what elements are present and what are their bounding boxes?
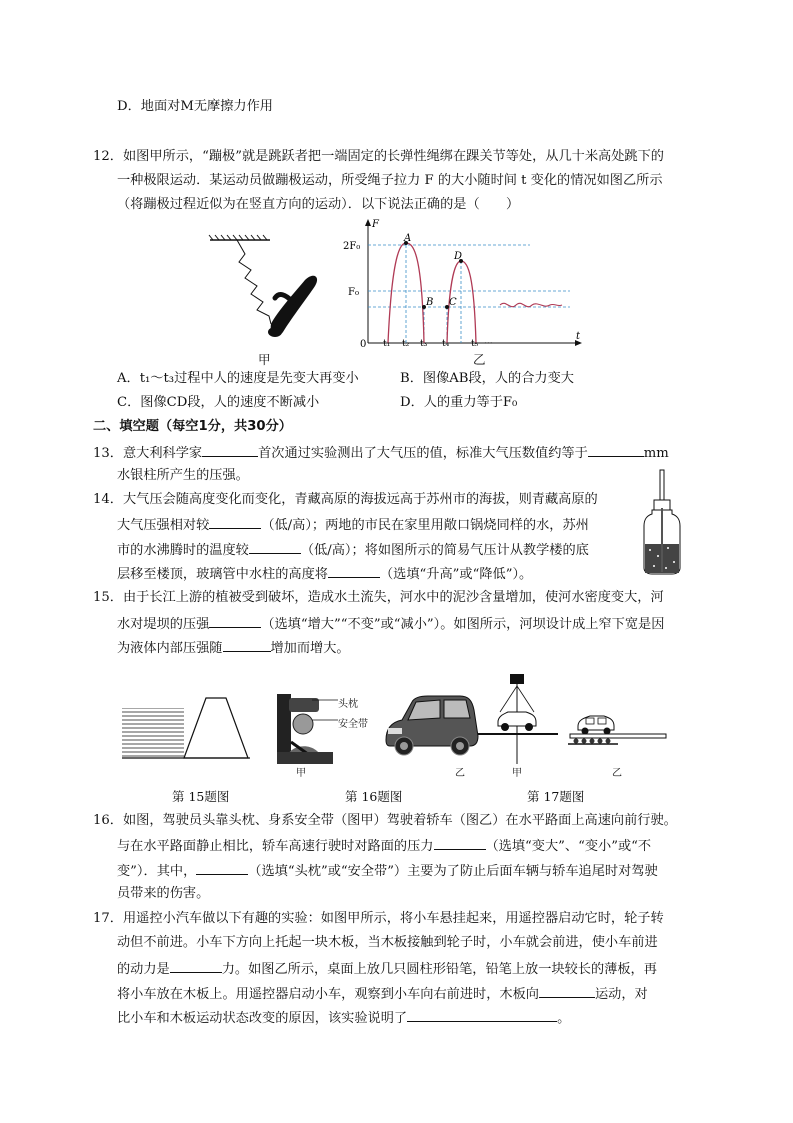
- q15-text-2b: （选填“增大”“不变”或“减小”）。如图所示，河坝设计成上窄下宽是因: [261, 617, 665, 632]
- q15-blank-1[interactable]: [209, 614, 261, 628]
- q17-text-3a: 的动力是: [117, 962, 170, 977]
- q15-blank-2[interactable]: [223, 638, 271, 652]
- fig16-label-headrest: 头枕: [338, 699, 358, 710]
- q17-blank-3[interactable]: [407, 1008, 557, 1022]
- q12-line1: 12．如图甲所示，“蹦极”就是跳跃者把一端固定的长弹性绳绑在踝关节等处，从几十米高处跳下的: [93, 149, 664, 164]
- fig17-jia: 甲: [512, 768, 522, 779]
- q13-text-a: 13．意大利科学家: [93, 446, 203, 461]
- q13-line2: 水银柱所产生的压强。: [117, 468, 249, 483]
- q16-text-2a: 与在水平路面静止相比，轿车高速行驶时对路面的压力: [117, 839, 434, 854]
- q16-text-3b: （选填“头枕”或“安全带”）主要为了防止后面车辆与轿车追尾时对驾驶: [248, 864, 658, 879]
- q17-text-4b: 运动，对: [595, 987, 648, 1002]
- graph-point-d: D: [454, 251, 463, 262]
- q13-blank-2[interactable]: [588, 443, 644, 457]
- q16-line1: 16．如图，驾驶员头靠头枕、身系安全带（图甲）驾驶着轿车（图乙）在水平路面上高速向前行驶。: [93, 813, 677, 828]
- fig15-caption: 第 15题图: [172, 789, 230, 804]
- fig17-yi: 乙: [612, 768, 622, 779]
- q14-text-4b: （选填“升高”或“降低”）。: [380, 567, 533, 582]
- q15-line3: [117, 638, 350, 658]
- q14-text-4a: 层移至楼顶，玻璃管中水柱的高度将: [117, 567, 328, 582]
- q17-text-5a: 比小车和木板运动状态改变的原因，该实验说明了: [117, 1011, 408, 1026]
- graph-point-c: C: [449, 297, 457, 308]
- q17-blank-1[interactable]: [170, 959, 222, 973]
- q17-line3: [117, 959, 657, 979]
- q17-blank-2[interactable]: [539, 984, 595, 998]
- graph-tick-t5: t₅: [471, 339, 479, 349]
- graph-tick-t4: t₄: [442, 339, 450, 349]
- graph-t-axis: t: [576, 331, 581, 342]
- q13-line1: [93, 443, 669, 463]
- q16-line3: [117, 861, 658, 881]
- fig16-caption: 第 16题图: [345, 789, 403, 804]
- car-figure: [380, 688, 480, 760]
- q14-text-2a: 大气压强相对较: [117, 518, 210, 533]
- q12-line3: （将蹦极过程近似为在竖直方向的运动）．以下说法正确的是（ ）: [117, 197, 520, 212]
- q15-line2: [117, 614, 664, 634]
- bungee-figure: [205, 232, 325, 362]
- q12-option-a: A．t₁～t₃过程中人的速度是先变大再变小: [117, 371, 359, 386]
- q14-text-2b: （低/高）；两地的市民在家里用敞口锅烧同样的水，苏州: [261, 518, 589, 533]
- q16-blank-1[interactable]: [434, 836, 486, 850]
- q17-line2: 动但不前进。小车下方向上托起一块木板，当木板接触到轮子时，小车就会前进，使小车前进: [117, 935, 658, 950]
- graph-tick-2f0: 2F₀: [343, 241, 361, 252]
- q14-line1: 14．大气压会随高度变化而变化，青藏高原的海拔远高于苏州市的海拔，则青藏高原的: [93, 492, 598, 507]
- q14-text-3b: （低/高）；将如图所示的简易气压计从教学楼的底: [300, 543, 589, 558]
- q11-option-d: D．地面对M无摩擦力作用: [117, 99, 273, 114]
- q16-line4: 员带来的伤害。: [117, 886, 210, 901]
- graph-tick-f0: F₀: [348, 287, 359, 298]
- dam-figure: [122, 694, 250, 762]
- fig16-yi: 乙: [455, 768, 465, 779]
- q17-line4: [117, 984, 648, 1004]
- q15-text-3b: 增加而增大。: [270, 641, 350, 656]
- section-title: 二、填空题（每空1分，共30分）: [93, 419, 292, 434]
- fig17-caption: 第 17题图: [527, 789, 585, 804]
- graph-tick-dots: ···: [484, 339, 493, 349]
- q12-line2: 一种极限运动．某运动员做蹦极运动，所受绳子拉力 F 的大小随时间 t 变化的情况如图乙所示: [117, 173, 663, 188]
- q13-blank-1[interactable]: [202, 443, 258, 457]
- q16-blank-2[interactable]: [196, 861, 248, 875]
- q17-text-4a: 将小车放在木板上。用遥控器启动小车，观察到小车向右前进时，木板向: [117, 987, 539, 1002]
- q17-line5: [117, 1008, 570, 1028]
- force-time-graph: [340, 215, 590, 350]
- q14-line2: [117, 515, 589, 535]
- fig16-label-seatbelt: 安全带: [338, 719, 368, 730]
- car-on-board-figure: [568, 708, 668, 748]
- q15-line1: 15．由于长江上游的植被受到破坏，造成水土流失，河水中的泥沙含量增加，使河水密度变大，河: [93, 590, 664, 605]
- q16-line2: [117, 836, 651, 856]
- q16-text-3a: 变”）．其中，: [117, 864, 197, 879]
- q12-fig-jia-label: 甲: [258, 352, 271, 367]
- q15-text-3a: 为液体内部压强随: [117, 641, 223, 656]
- q14-text-3a: 市的水沸腾时的温度较: [117, 543, 249, 558]
- q17-text-5b: 。: [557, 1011, 571, 1026]
- graph-origin: 0: [360, 339, 367, 350]
- q17-text-3b: 力。如图乙所示，桌面上放几只圆柱形铅笔，铅笔上放一块较长的薄板，再: [221, 962, 657, 977]
- graph-tick-t2: t₂: [402, 339, 410, 349]
- q12-option-b: B．图像AB段，人的合力变大: [400, 371, 574, 386]
- graph-f-axis: F: [372, 219, 379, 230]
- q14-blank-3[interactable]: [328, 564, 380, 578]
- barometer-figure: [642, 468, 682, 576]
- q12-fig-yi-label: 乙: [473, 352, 486, 367]
- q16-text-2b: （选填“变大”、“变小”或“不: [485, 839, 652, 854]
- graph-tick-t3: t₃: [420, 339, 428, 349]
- q13-text-b: 首次通过实验测出了大气压的值，标准大气压数值约等于: [258, 446, 588, 461]
- q14-blank-1[interactable]: [209, 515, 261, 529]
- q14-line3: [117, 540, 589, 560]
- q15-text-2a: 水对堤坝的压强: [117, 617, 210, 632]
- q14-line4: [117, 564, 532, 584]
- graph-point-a: A: [404, 233, 412, 244]
- graph-point-b: B: [426, 297, 434, 308]
- q12-option-c: C．图像CD段，人的速度不断减小: [117, 395, 320, 410]
- graph-tick-t1: t₁: [383, 339, 391, 349]
- q13-text-c: mm: [643, 446, 669, 461]
- hanging-car-figure: [478, 672, 558, 768]
- fig16-jia: 甲: [296, 768, 306, 779]
- q14-blank-2[interactable]: [249, 540, 301, 554]
- q17-line1: 17．用遥控小汽车做以下有趣的实验：如图甲所示，将小车悬挂起来，用遥控器启动它时，轮子转: [93, 911, 664, 926]
- q12-option-d: D．人的重力等于F₀: [400, 395, 518, 410]
